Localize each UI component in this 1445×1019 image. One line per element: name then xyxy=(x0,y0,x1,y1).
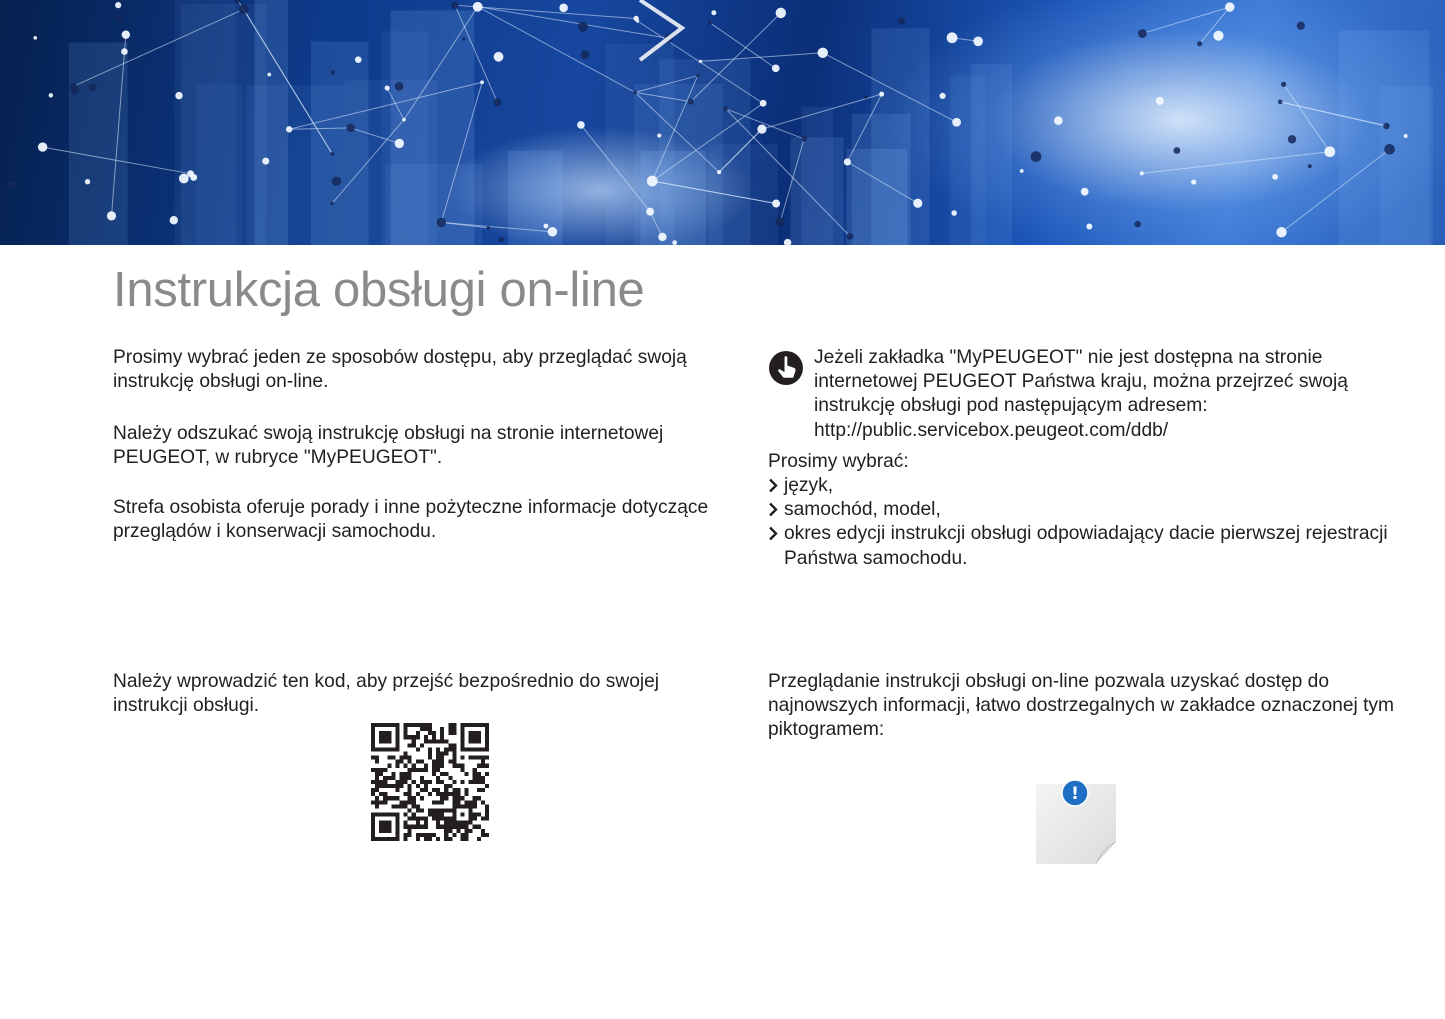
list-item xyxy=(768,474,1408,498)
selection-list xyxy=(768,474,1408,571)
network-graphic xyxy=(0,0,1445,245)
page-curl-info-pictogram xyxy=(1030,776,1122,868)
intro-paragraph: Prosimy wybrać jeden ze sposobów dostępu, aby przeglądać swoją instrukcję obsługi on-line. xyxy=(113,347,687,393)
chevron-right-icon xyxy=(768,478,778,493)
mypeugeot-paragraph: Należy odszukać swoją instrukcję obsługi na stronie internetowej PEUGEOT, w rubryce "MyPEUGEOT". xyxy=(113,423,664,469)
list-item-label: okres edycji instrukcji obsługi odpowiadający dacie pierwszej rejestracji Państwa samochodu. xyxy=(784,523,1388,569)
chevron-right-icon xyxy=(768,526,778,541)
list-item xyxy=(768,498,1408,522)
hand-pointer-info-icon xyxy=(768,350,804,386)
info-note-text: Jeżeli zakładka "MyPEUGEOT" nie jest dostępna na stronie internetowej PEUGEOT Państwa kraju, można przejrzeć swoją instrukcję obsługi pod następującym adresem: http://public.servicebox.peugeot.com/ddb/ xyxy=(814,347,1348,441)
chevron-right-icon xyxy=(768,502,778,517)
pictogram-glyph: ! xyxy=(1071,784,1079,804)
list-item-label: język, xyxy=(784,475,834,496)
choose-label: Prosimy wybrać: xyxy=(768,451,909,472)
personal-area-paragraph: Strefa osobista oferuje porady i inne pożyteczne informacje dotyczące przeglądów i konserwacji samochodu. xyxy=(113,497,709,543)
qr-code[interactable] xyxy=(371,723,489,841)
qr-paragraph: Należy wprowadzić ten kod, aby przejść bezpośrednio do swojej instrukcji obsługi. xyxy=(113,671,660,717)
pictogram-paragraph: Przeglądanie instrukcji obsługi on-line pozwala uzyskać dostęp do najnowszych informacji, łatwo dostrzegalnych w zakładce oznaczonej tym piktogramem: xyxy=(768,671,1395,741)
header-banner-image xyxy=(0,0,1445,245)
page-title: Instrukcja obsługi on-line xyxy=(113,263,645,317)
list-item xyxy=(768,522,1408,570)
list-item-label: samochód, model, xyxy=(784,499,941,521)
